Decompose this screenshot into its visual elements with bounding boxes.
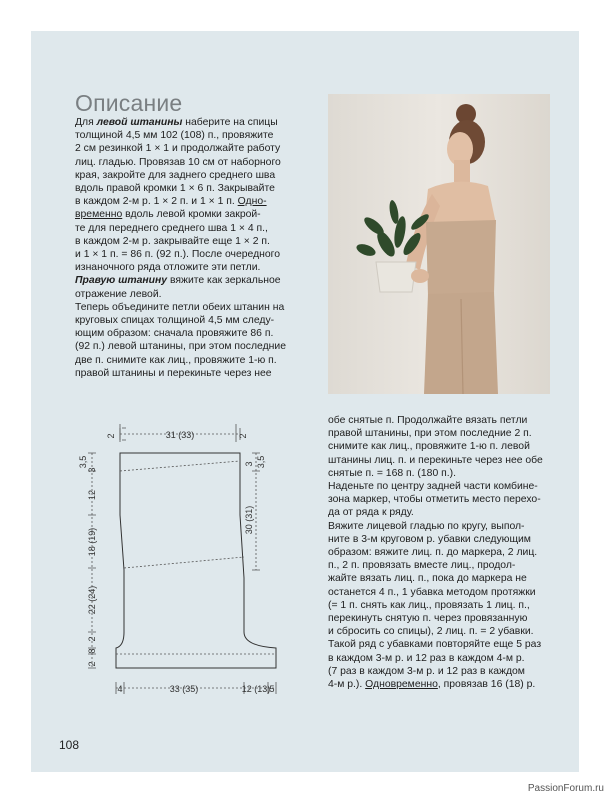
right-leg-term: Правую штанину xyxy=(75,275,168,287)
text-line: ющим образом: сначала провяжите 86 п. xyxy=(75,328,274,340)
text-line: п., 2 п. провязать вместе лиц., продол- xyxy=(328,560,516,572)
text-line: отражение левой. xyxy=(75,288,162,300)
dim-bottom-33: 33 (35) xyxy=(169,684,199,694)
left-text-column xyxy=(75,116,305,380)
text-line: и 1 × 1 п. = 86 п. (92 п.). После очередного xyxy=(75,249,280,261)
text-line: перекинуть снятую п. через провязанную xyxy=(328,613,528,625)
dim-left-18: 18 (19) xyxy=(87,527,97,557)
dim-left-3-5: 3,5 xyxy=(78,455,88,469)
text-line: обе снятые п. Продолжайте вязать петли xyxy=(328,415,528,426)
dim-right-30: 30 (31) xyxy=(244,505,254,535)
text-line: Наденьте по центру задней части комбине- xyxy=(328,481,538,493)
dim-left-2b: 2 xyxy=(87,661,97,667)
text-line: образом: вяжите лиц. п. до маркера, 2 лиц. xyxy=(328,547,538,559)
text-line: Теперь объедините петли обеих штанин на xyxy=(75,301,285,313)
text-line: (= 1 п. снять как лиц., провязать 1 лиц. п., xyxy=(328,599,530,611)
right-text-column xyxy=(328,414,558,691)
text-line: временно вдоль левой кромки закрой- xyxy=(75,209,261,221)
pattern-schematic xyxy=(80,420,310,710)
left-leg-term: левой штанины xyxy=(96,117,183,128)
text-line: (92 п.) левой штанины, при этом последние xyxy=(75,341,286,353)
text-line: Такой ряд с убавками повторяйте еще 5 раз xyxy=(328,639,542,651)
text-line: изнаночного ряда отложите эти петли. xyxy=(75,262,261,274)
text-line: в каждом 2-м р. 1 × 2 п. и 1 × 1 п. Одно- xyxy=(75,196,267,208)
text-line: правой штанины, при этом последние 2 п. xyxy=(328,428,532,440)
text-line: те для переднего среднего шва 1 × 4 п., xyxy=(75,222,268,234)
model-photo-illustration xyxy=(328,94,550,394)
text-line: останется 4 п., 1 убавка методом протяжки xyxy=(328,586,536,598)
text-line: ните в 3-м круговом р. убавки следующим xyxy=(328,533,531,545)
text-line: снимите как лиц., провяжите 1-ю п. левой xyxy=(328,441,530,453)
dim-right-3: 3 xyxy=(244,461,254,467)
text-line: в каждом 2-м р. закрывайте еще 1 × 2 п. xyxy=(75,235,270,247)
text-line: да от ряда к ряду. xyxy=(328,507,414,519)
text-line: Правую штанину вяжите как зеркальное xyxy=(75,275,281,287)
dim-bottom-5: 5 xyxy=(269,684,275,694)
dim-left-2a: 2 xyxy=(87,636,97,642)
dim-right-3-5: 3,5 xyxy=(256,455,266,469)
dim-left-3: 3 xyxy=(87,467,97,473)
dim-top-width: 31 (33) xyxy=(165,430,195,440)
dim-top-left-small: 2 xyxy=(106,433,116,439)
dim-top-right-small: 2 xyxy=(238,433,248,439)
text-line: 4-м р.). Одновременно, провязав 16 (18) р. xyxy=(328,679,536,691)
dim-left-12: 12 xyxy=(87,489,97,501)
text-line: лиц. гладью. Провязав 10 см от наборного xyxy=(75,156,281,168)
text-line: в каждом 3-м р. и 12 раз в каждом 4-м р. xyxy=(328,652,525,664)
text-line: вдоль правой кромки 1 × 6 п. Закрывайте xyxy=(75,183,275,195)
text-line: две п. снимите как лиц., провяжите 1-ю п. xyxy=(75,354,277,366)
dim-left-8: 8 xyxy=(87,648,97,654)
page-number: 108 xyxy=(59,738,80,752)
text-line: правой штанины и перекиньте через нее xyxy=(75,367,272,379)
dim-bottom-12: 12 (13) xyxy=(241,684,271,694)
text-line: Для левой штанины наберите на спицы xyxy=(75,117,278,128)
dim-left-22: 22 (24) xyxy=(87,585,97,615)
dim-bottom-4: 4 xyxy=(117,684,123,694)
text-line: снятые п. = 168 п. (180 п.). xyxy=(328,467,456,479)
text-line: и сбросить со спицы), 2 лиц. п. = 2 убавки. xyxy=(328,626,534,638)
text-line: края, закройте для заднего среднего шва xyxy=(75,169,276,181)
watermark: PassionForum.ru xyxy=(527,783,604,794)
text-line: толщиной 4,5 мм 102 (108) п., провяжите xyxy=(75,130,274,142)
model-photo xyxy=(328,94,550,394)
text-line: Вяжите лицевой гладью по кругу, выпол- xyxy=(328,520,525,532)
text-line: зона маркер, чтобы отметить место перехо- xyxy=(328,494,541,506)
text-line: 2 см резинкой 1 × 1 и продолжайте работу xyxy=(75,143,281,155)
page-title: Описание xyxy=(75,90,183,116)
text-line: жайте вязать лиц. п., пока до маркера не xyxy=(328,573,527,585)
text-line: (7 раз в каждом 3-м р. и 12 раз в каждом xyxy=(328,665,525,677)
text-line: круговых спицах толщиной 4,5 мм следу- xyxy=(75,315,275,327)
text-line: штанины лиц. п. и перекиньте через нее обе xyxy=(328,454,543,466)
